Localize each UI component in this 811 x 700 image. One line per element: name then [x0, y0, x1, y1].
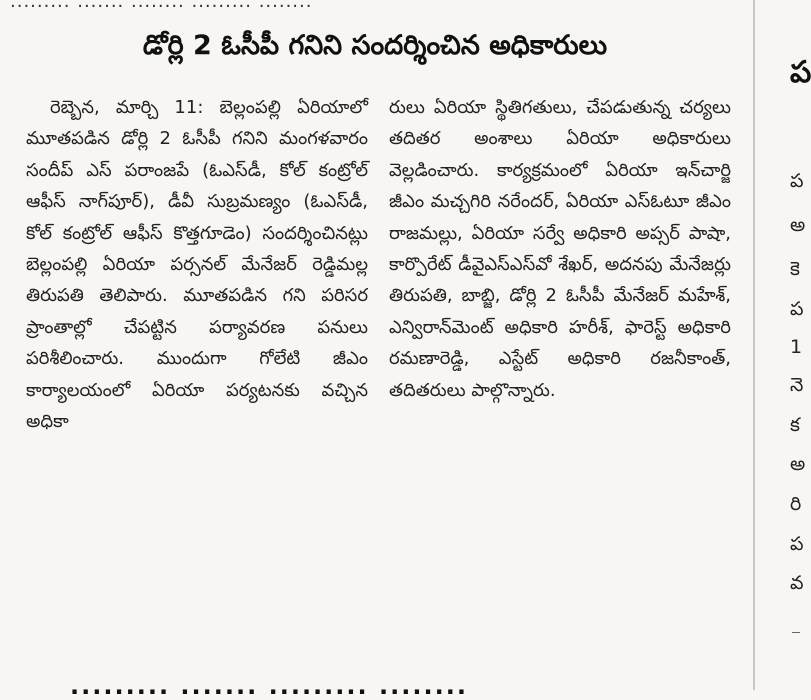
adjacent-divider-rule — [792, 632, 800, 633]
article-column-left — [26, 92, 368, 437]
article-column-right — [389, 92, 731, 406]
article-text-left: రెబ్బెన, మార్చి 11: బెల్లంపల్లి ఏరియాలో మూతపడిన డోర్లి 2 ఓసీపీ గనిని మంగళవారం సందీప్ ఎస్ పరాంజపే (ఓఎస్‌డీ, కోల్ కంట్రోల్ ఆఫీస్ నాగ్‌పూర్), డీవీ సుబ్రమణ్యం (ఓఎస్‌డీ, కోల్ కంట్రోల్ ఆఫీస్ కొత్తగూడెం) సందర్శించినట్లు బెల్లంపల్లి ఏరియా పర్సనల్ మేనేజర్ రెడ్డిమల్ల తిరుపతి తెలిపారు. మూతపడిన గని పరిసర ప్రాంతాల్లో చేపట్టిన పర్యావరణ పనులు పరిశీలించారు. ముందుగా గోలేటి జీఎం కార్యాలయంలో ఏరియా పర్యటనకు వచ్చిన అధికా — [26, 97, 368, 433]
adjacent-article-fragment — [762, 0, 811, 690]
adjacent-line: ప — [790, 298, 804, 320]
adjacent-line: ప — [790, 170, 804, 192]
adjacent-line: నె — [790, 374, 804, 396]
article-headline: డోర్లి 2 ఓసీపీ గనిని సందర్శించిన అధికారులు — [142, 30, 608, 61]
adjacent-line: అ — [790, 214, 806, 236]
bottom-fragment-text: ......... ....... ......... ........ — [70, 672, 468, 700]
top-fragment-text: ......... ....... ........ ......... ........ — [10, 0, 313, 12]
column-divider — [753, 0, 755, 690]
article-text-right: రులు ఏరియా స్థితిగతులు, చేపడుతున్న చర్యలు తదితర అంశాలు ఏరియా అధికారులు వెల్లడించారు. కార్యక్రమంలో ఏరియా ఇన్‌చార్జి జీఎం మచ్చగిరి నరేందర్, ఏరియా ఎస్‌ఓటూ జీఎం రాజమల్లు, ఏరియా సర్వే అధికారి అప్సర్ పాషా, కార్పొరేట్ డీవైఎస్‌ఎస్‌వో శేఖర్, అదనపు మేనేజర్లు తిరుపతి, బాబ్జి, డోర్లి 2 ఓసీపీ మేనేజర్ మహేశ్, ఎన్విరాన్‌మెంట్ అధికారి హరీశ్, ఫారెస్ట్ అధికారి రమణారెడ్డి, ఎస్టేట్ అధికారి రజనీకాంత్, తదితరులు పాల్గొన్నారు. — [389, 97, 731, 401]
adjacent-line: 1 — [790, 336, 803, 358]
previous-article-fragment — [0, 0, 735, 14]
adjacent-line: రి — [790, 493, 802, 515]
adjacent-line: క — [790, 414, 800, 436]
adjacent-line: కె — [790, 258, 800, 280]
adjacent-line: వ — [790, 572, 804, 594]
adjacent-heading-glyph: ప — [790, 55, 811, 90]
next-article-fragment — [0, 672, 735, 700]
adjacent-line: అ — [790, 453, 806, 475]
adjacent-line: ప — [790, 533, 804, 555]
